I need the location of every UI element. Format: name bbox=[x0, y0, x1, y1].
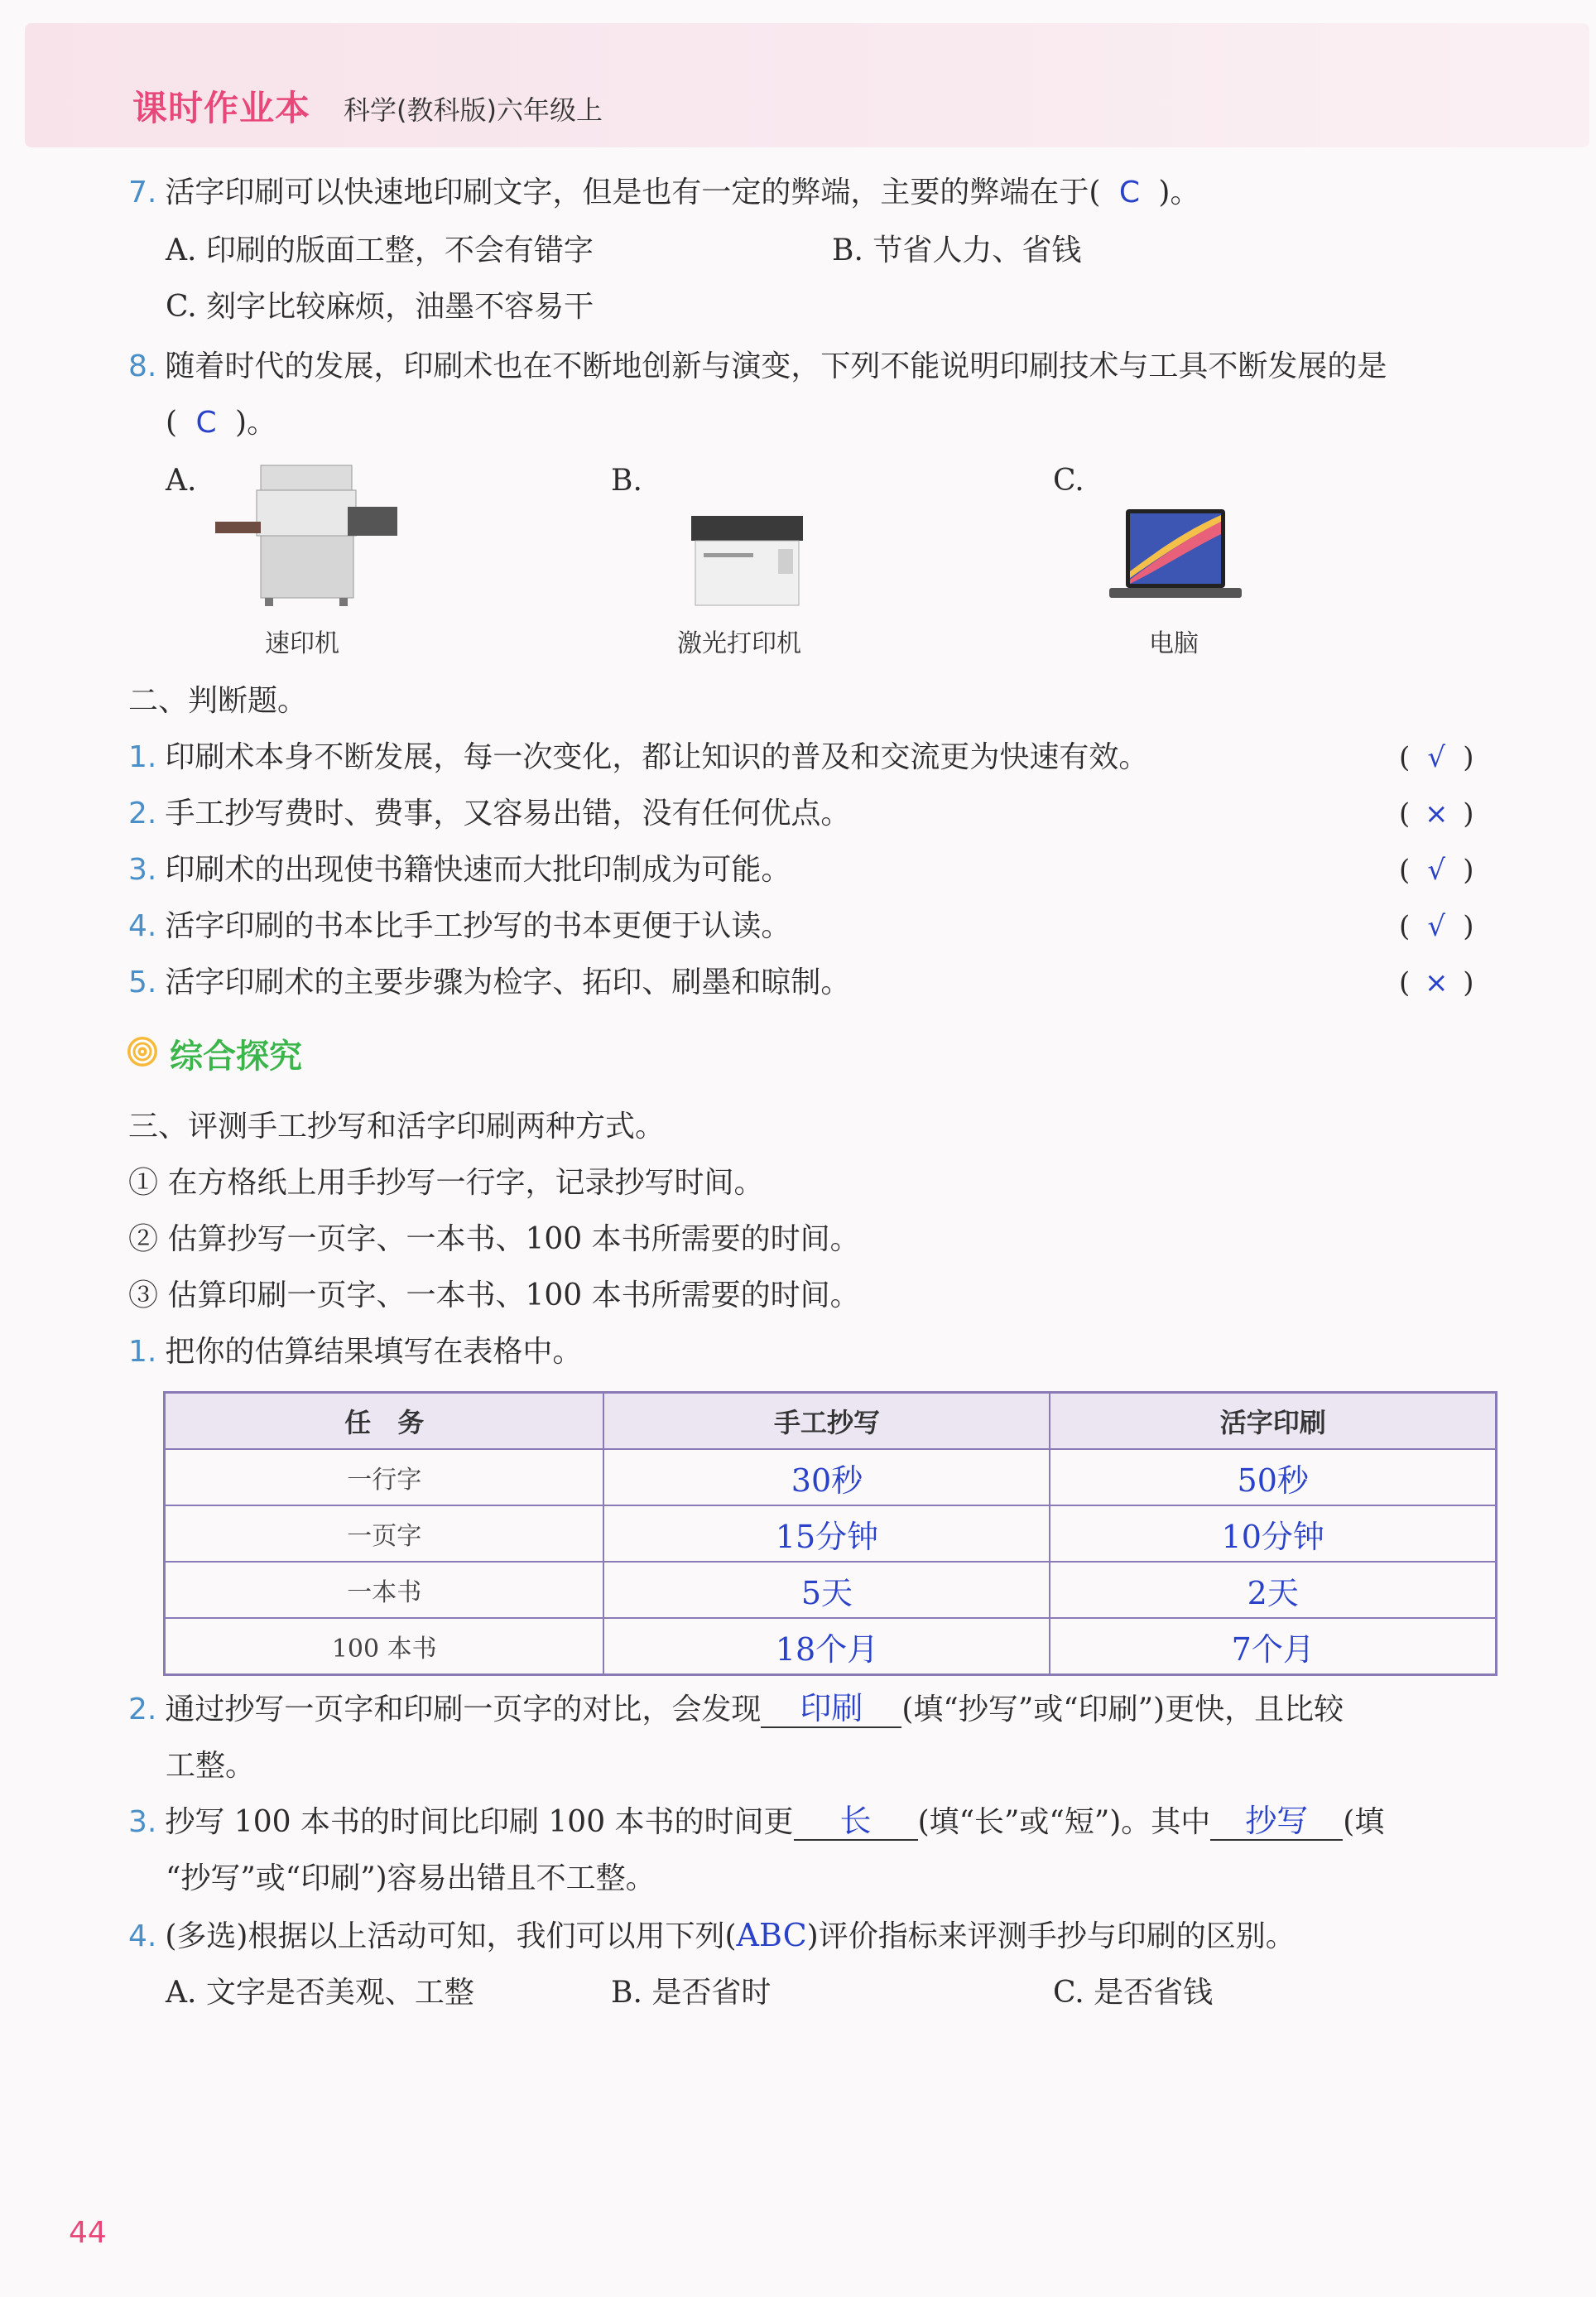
cell-handwrite: 5天 bbox=[603, 1562, 1050, 1618]
paren-close: ) bbox=[1463, 854, 1474, 887]
item-text: 手工抄写费时、费事，又容易出错，没有任何优点。 bbox=[165, 797, 851, 831]
step-1: ① 在方格纸上用手抄写一行字，记录抄写时间。 bbox=[128, 1166, 764, 1200]
judge-mark: √ bbox=[1427, 910, 1446, 943]
judge-answer-5 bbox=[1399, 962, 1474, 1004]
question-text: (多选)根据以上活动可知，我们可以用下列( bbox=[165, 1919, 737, 1953]
judge-answer-3 bbox=[1399, 850, 1474, 891]
question-number: 1. bbox=[128, 1335, 157, 1369]
item-number: 4. bbox=[128, 909, 157, 943]
question-number: 3. bbox=[128, 1805, 157, 1839]
caption-duplicator: 速印机 bbox=[265, 629, 339, 658]
question-text: 活字印刷可以快速地印刷文字，但是也有一定的弊端，主要的弊端在于( bbox=[165, 176, 1101, 209]
item-number: 2. bbox=[128, 797, 157, 831]
paren-open: ( bbox=[1399, 910, 1411, 943]
judge-item-5 bbox=[128, 962, 850, 1004]
table-header-row bbox=[165, 1393, 1497, 1450]
judge-mark: √ bbox=[1427, 854, 1446, 887]
step-3: ③ 估算印刷一页字、一本书、100 本书所需要的时间。 bbox=[128, 1279, 860, 1312]
option-a: A. 印刷的版面工整，不会有错字 bbox=[166, 234, 594, 267]
choice-letter-b: B. bbox=[611, 464, 642, 498]
option-c: C. 刻字比较麻烦，油墨不容易干 bbox=[166, 290, 594, 324]
question-text: 通过抄写一页字和印刷一页字的对比，会发现 bbox=[165, 1693, 762, 1726]
question-text: 随着时代的发展，印刷术也在不断地创新与演变，下列不能说明印刷技术与工具不断发展的是 bbox=[165, 349, 1387, 383]
question-8 bbox=[128, 346, 1387, 388]
laser-printer-icon bbox=[687, 512, 807, 609]
answer: C bbox=[195, 406, 217, 440]
answer-blank: 印刷 bbox=[761, 1690, 901, 1728]
q4-option-b: B. 是否省时 bbox=[611, 1976, 772, 2010]
judge-item-1 bbox=[128, 737, 1148, 778]
question-text-end: )。 bbox=[1158, 176, 1200, 209]
part3-heading: 三、评测手工抄写和活字印刷两种方式。 bbox=[128, 1110, 666, 1144]
spiral-icon bbox=[126, 1035, 159, 1068]
judge-mark: √ bbox=[1427, 741, 1446, 774]
paren-close: )。 bbox=[235, 406, 277, 440]
judge-heading: 二、判断题。 bbox=[128, 684, 308, 718]
question-7 bbox=[128, 172, 1199, 214]
item-number: 5. bbox=[128, 966, 157, 999]
cell-handwrite: 30秒 bbox=[603, 1449, 1050, 1505]
answer: C bbox=[1118, 176, 1140, 209]
answer-blank-2: 抄写 bbox=[1210, 1803, 1343, 1841]
judge-item-4 bbox=[128, 906, 791, 947]
answer: ABC bbox=[736, 1917, 807, 1953]
question-number: 7. bbox=[128, 176, 157, 209]
question-text: 抄写 100 本书的时间比印刷 100 本书的时间更 bbox=[165, 1805, 794, 1839]
question-text-end: (填 bbox=[1343, 1805, 1385, 1839]
cell-print: 50秒 bbox=[1050, 1449, 1496, 1505]
part3-question-2 bbox=[128, 1689, 1344, 1731]
question-number: 2. bbox=[128, 1693, 157, 1726]
col-header-task: 任 务 bbox=[165, 1393, 604, 1450]
judge-mark: × bbox=[1425, 797, 1449, 831]
part3-question-2-line2: 工整。 bbox=[166, 1749, 256, 1783]
col-header-handwrite: 手工抄写 bbox=[603, 1393, 1050, 1450]
caption-laptop: 电脑 bbox=[1149, 629, 1199, 658]
option-b: B. 节省人力、省钱 bbox=[832, 234, 1082, 267]
book-title: 课时作业本 bbox=[132, 88, 311, 128]
table-row bbox=[165, 1618, 1497, 1675]
paren-close: ) bbox=[1463, 910, 1474, 943]
question-number: 8. bbox=[128, 349, 157, 383]
question-text: 把你的估算结果填写在表格中。 bbox=[165, 1335, 583, 1369]
item-text: 活字印刷术的主要步骤为检字、拓印、刷墨和晾制。 bbox=[165, 966, 851, 999]
choice-letter-a: A. bbox=[166, 464, 197, 498]
table-row bbox=[165, 1562, 1497, 1618]
part3-question-1 bbox=[128, 1331, 582, 1373]
cell-task: 100 本书 bbox=[165, 1618, 604, 1675]
item-text: 活字印刷的书本比手工抄写的书本更便于认读。 bbox=[165, 909, 791, 943]
paren-open: ( bbox=[1399, 854, 1411, 887]
paren-open: ( bbox=[1399, 966, 1411, 999]
judge-answer-1 bbox=[1399, 737, 1474, 778]
part3-question-4 bbox=[128, 1914, 1296, 1958]
judge-answer-4 bbox=[1399, 906, 1474, 947]
cell-task: 一本书 bbox=[165, 1562, 604, 1618]
col-header-print: 活字印刷 bbox=[1050, 1393, 1496, 1450]
page-number: 44 bbox=[69, 2216, 107, 2250]
part3-question-3-line2: “抄写”或“印刷”)容易出错且不工整。 bbox=[166, 1861, 656, 1895]
paren-close: ) bbox=[1463, 966, 1474, 999]
step-2: ② 估算抄写一页字、一本书、100 本书所需要的时间。 bbox=[128, 1222, 860, 1256]
judge-answer-2 bbox=[1399, 793, 1474, 835]
caption-laser-printer: 激光打印机 bbox=[677, 629, 801, 658]
judge-mark: × bbox=[1425, 966, 1449, 999]
paren-open: ( bbox=[166, 406, 178, 440]
paren-open: ( bbox=[1399, 797, 1411, 831]
part3-question-3 bbox=[128, 1802, 1384, 1843]
judge-item-3 bbox=[128, 850, 791, 891]
cell-handwrite: 15分钟 bbox=[603, 1505, 1050, 1562]
cell-print: 2天 bbox=[1050, 1562, 1496, 1618]
question-text-mid: (填“长”或“短”)。其中 bbox=[917, 1805, 1211, 1839]
section-title: 综合探究 bbox=[170, 1038, 302, 1076]
question-8-answer-line bbox=[166, 402, 276, 444]
duplicator-icon bbox=[215, 457, 401, 610]
question-text-end: (填“抄写”或“印刷”)更快，且比较 bbox=[901, 1693, 1344, 1726]
cell-print: 10分钟 bbox=[1050, 1505, 1496, 1562]
cell-task: 一行字 bbox=[165, 1449, 604, 1505]
choice-letter-c: C. bbox=[1053, 464, 1084, 498]
item-text: 印刷术的出现使书籍快速而大批印制成为可能。 bbox=[165, 853, 791, 887]
table-row bbox=[165, 1449, 1497, 1505]
cell-print: 7个月 bbox=[1050, 1618, 1496, 1675]
laptop-icon bbox=[1105, 505, 1246, 611]
answer-blank-1: 长 bbox=[794, 1803, 918, 1841]
item-text: 印刷术本身不断发展，每一次变化，都让知识的普及和交流更为快速有效。 bbox=[165, 740, 1149, 774]
cell-handwrite: 18个月 bbox=[603, 1618, 1050, 1675]
paren-close: ) bbox=[1463, 741, 1474, 774]
question-text-end: )评价指标来评测手抄与印刷的区别。 bbox=[806, 1919, 1296, 1953]
book-subtitle: 科学(教科版)六年级上 bbox=[344, 94, 603, 126]
question-number: 4. bbox=[128, 1919, 157, 1953]
table-row bbox=[165, 1505, 1497, 1562]
paren-open: ( bbox=[1399, 741, 1411, 774]
estimate-table bbox=[163, 1391, 1497, 1676]
q4-option-c: C. 是否省钱 bbox=[1053, 1976, 1214, 2010]
paren-close: ) bbox=[1463, 797, 1474, 831]
item-number: 3. bbox=[128, 853, 157, 887]
cell-task: 一页字 bbox=[165, 1505, 604, 1562]
item-number: 1. bbox=[128, 740, 157, 774]
judge-item-2 bbox=[128, 793, 850, 835]
q4-option-a: A. 文字是否美观、工整 bbox=[166, 1976, 474, 2010]
